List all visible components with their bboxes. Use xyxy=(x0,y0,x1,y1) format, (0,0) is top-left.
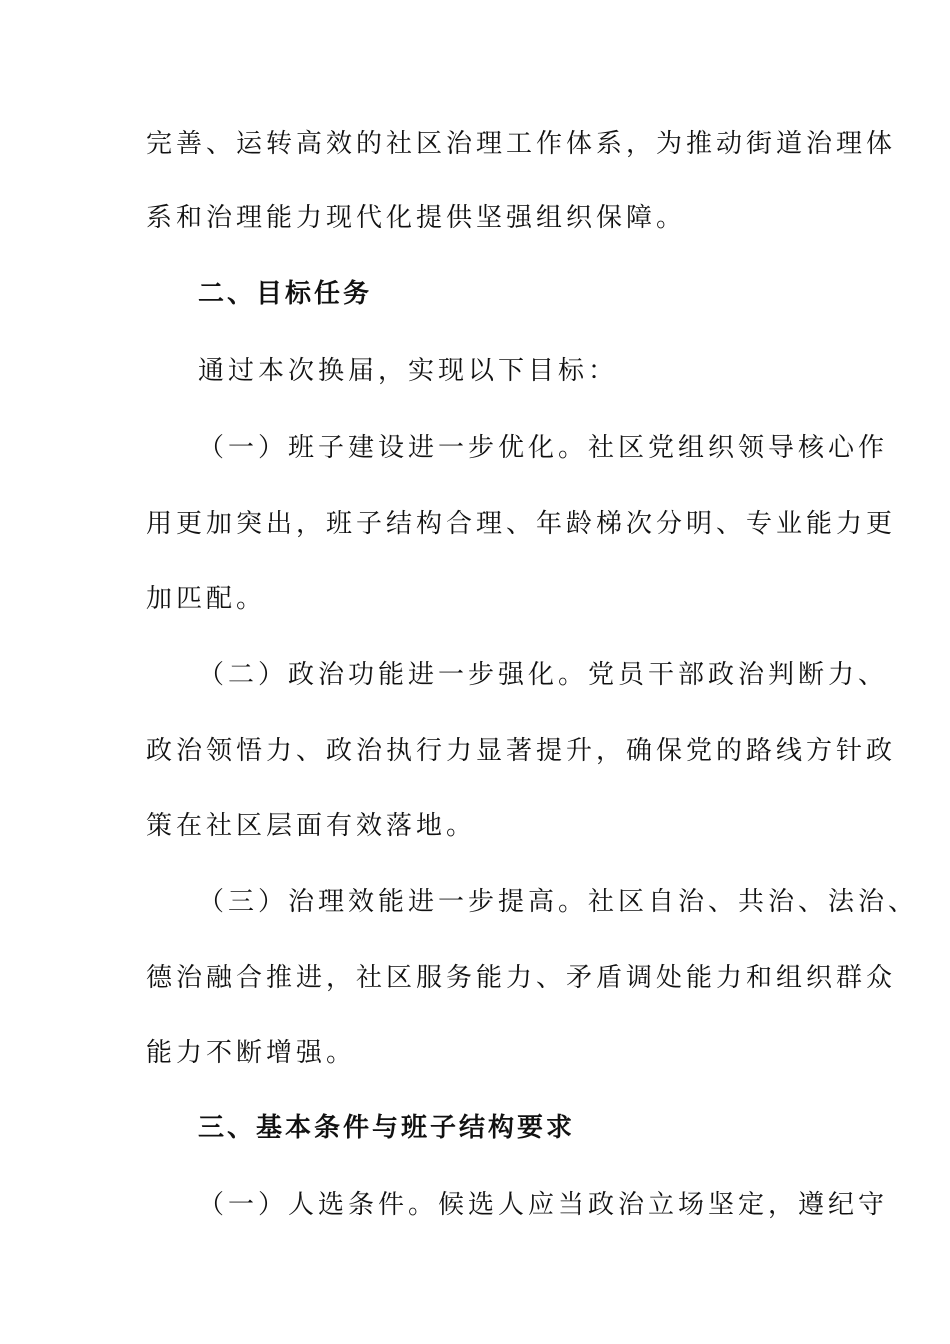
section-heading: 三、基本条件与班子结构要求 xyxy=(198,1113,576,1143)
paragraph-line: 德治融合推进，社区服务能力、矛盾调处能力和组织群众 xyxy=(146,963,897,993)
paragraph-line: 政治领悟力、政治执行力显著提升，确保党的路线方针政 xyxy=(146,736,897,766)
paragraph-line: 完善、运转高效的社区治理工作体系，为推动街道治理体 xyxy=(146,129,897,159)
paragraph-line: 能力不断增强。 xyxy=(146,1038,357,1068)
paragraph-line: （三）治理效能进一步提高。社区自治、共治、法治、 xyxy=(198,887,919,917)
paragraph-line: 加匹配。 xyxy=(146,584,267,614)
paragraph-line: 策在社区层面有效落地。 xyxy=(146,811,477,841)
paragraph-line: （一）班子建设进一步优化。社区党组织领导核心作 xyxy=(198,433,889,463)
paragraph-line: （一）人选条件。候选人应当政治立场坚定，遵纪守 xyxy=(198,1190,889,1220)
paragraph-line: （二）政治功能进一步强化。党员干部政治判断力、 xyxy=(198,660,889,690)
paragraph-line: 通过本次换届，实现以下目标： xyxy=(198,356,619,386)
paragraph-line: 系和治理能力现代化提供坚强组织保障。 xyxy=(146,203,687,233)
paragraph-line: 用更加突出，班子结构合理、年龄梯次分明、专业能力更 xyxy=(146,509,897,539)
section-heading: 二、目标任务 xyxy=(198,279,373,309)
